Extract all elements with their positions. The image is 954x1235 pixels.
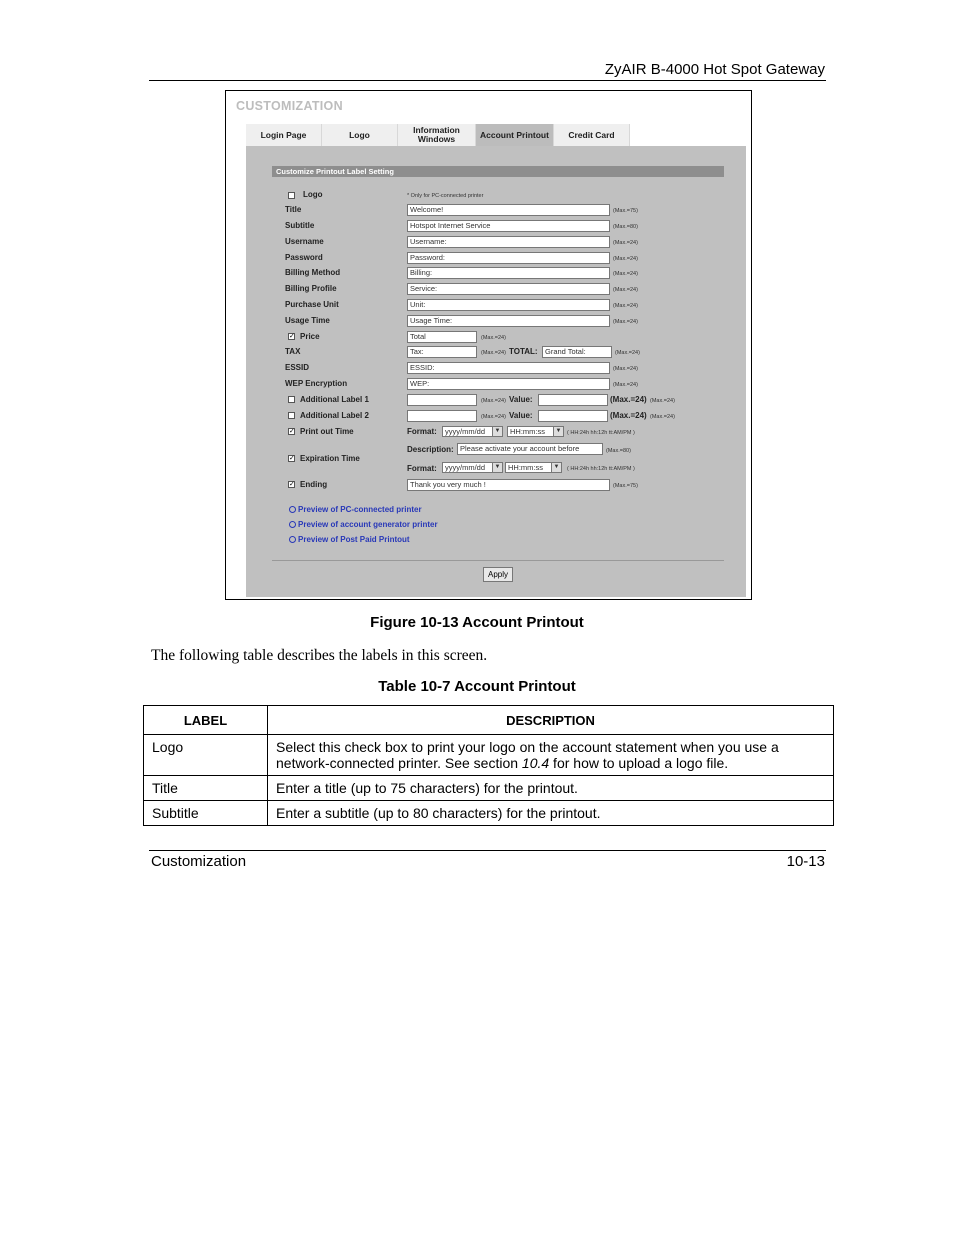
billing-profile-max: (Max.=24)	[613, 287, 638, 293]
expiration-date-select[interactable]	[442, 462, 503, 473]
section-title: Customize Printout Label Setting	[272, 166, 724, 177]
footer-section: Customization	[151, 853, 247, 870]
additional-label-2-checkbox[interactable]	[288, 412, 295, 419]
essid-label: ESSID	[285, 363, 310, 372]
figure-screenshot	[225, 90, 752, 600]
print-out-time-time-select[interactable]	[507, 426, 564, 437]
chevron-down-icon: ▼	[551, 463, 561, 472]
title-label: Title	[285, 205, 302, 214]
billing-method-max: (Max.=24)	[613, 271, 638, 277]
print-out-time-date-value: yyyy/mm/dd	[445, 427, 486, 436]
additional-label-2-input[interactable]	[407, 410, 477, 422]
price-max: (Max.=24)	[481, 335, 506, 341]
expiration-description-label: Description:	[407, 445, 454, 454]
wep-max: (Max.=24)	[613, 382, 638, 388]
billing-profile-label: Billing Profile	[285, 284, 337, 293]
tax-max: (Max.=24)	[481, 350, 506, 356]
table-row	[144, 801, 834, 826]
preview-post-paid-link[interactable]	[289, 535, 410, 544]
header-rule	[149, 80, 826, 81]
price-checkbox[interactable]: ✓	[289, 333, 295, 340]
tax-input[interactable]: Tax:	[407, 346, 477, 358]
table-row	[144, 776, 834, 801]
running-header: ZyAIR B-4000 Hot Spot Gateway	[604, 61, 825, 78]
additional-label-2-label: Additional Label 2	[300, 411, 369, 420]
password-input[interactable]: Password:	[407, 252, 610, 264]
username-input[interactable]: Username:	[407, 236, 610, 248]
expiration-time-label: Expiration Time	[300, 454, 360, 463]
price-label: Price	[300, 332, 320, 341]
table-caption: Table 10-7 Account Printout	[378, 678, 576, 695]
description-table	[143, 705, 834, 826]
additional-label-2-value-max-bold: (Max.=24)	[610, 411, 647, 420]
usage-time-label: Usage Time	[285, 316, 330, 325]
additional-label-2-value-input[interactable]	[538, 410, 608, 422]
additional-label-2-value-label: Value:	[509, 411, 533, 420]
logo-note: * Only for PC-connected printer	[407, 193, 484, 199]
billing-method-label: Billing Method	[285, 268, 341, 277]
additional-label-1-input[interactable]	[407, 394, 477, 406]
magnifier-icon	[289, 521, 296, 528]
purchase-unit-label: Purchase Unit	[285, 300, 339, 309]
username-max: (Max.=24)	[613, 240, 638, 246]
tab-information-windows[interactable]: Information Windows	[398, 124, 476, 146]
expiration-hint: ( HH:24h hh:12h tt:AM/PM )	[567, 466, 635, 472]
logo-label: Logo	[303, 190, 323, 199]
preview-post-paid-text: Preview of Post Paid Printout	[298, 535, 410, 544]
apply-button[interactable]: Apply	[483, 567, 513, 582]
footer-rule	[149, 850, 826, 851]
purchase-unit-max: (Max.=24)	[613, 303, 638, 309]
print-out-time-date-select[interactable]	[442, 426, 503, 437]
subtitle-input[interactable]: Hotspot Internet Service	[407, 220, 610, 232]
chevron-down-icon: ▼	[553, 427, 563, 436]
table-row	[144, 735, 834, 776]
additional-label-1-value-max-bold: (Max.=24)	[610, 395, 647, 404]
additional-label-2-max: (Max.=24)	[481, 414, 506, 420]
preview-account-generator-link[interactable]	[289, 520, 438, 529]
usage-time-max: (Max.=24)	[613, 319, 638, 325]
print-out-time-time-value: HH:mm:ss	[510, 427, 545, 436]
column-header-label: LABEL	[144, 706, 268, 735]
tax-label: TAX	[285, 347, 301, 356]
logo-checkbox[interactable]	[288, 192, 295, 199]
additional-label-1-value-label: Value:	[509, 395, 533, 404]
tab-logo[interactable]: Logo	[322, 124, 398, 146]
tab-credit-card[interactable]: Credit Card	[554, 124, 630, 146]
print-out-time-checkbox[interactable]: ✓	[289, 428, 295, 435]
title-input[interactable]: Welcome!	[407, 204, 610, 216]
row-label: Subtitle	[144, 801, 268, 826]
row-description-text: for how to upload a logo file.	[549, 755, 729, 771]
additional-label-1-value-max: (Max.=24)	[650, 398, 675, 404]
billing-method-input[interactable]: Billing:	[407, 267, 610, 279]
tab-login-page[interactable]: Login Page	[246, 124, 322, 146]
column-header-description: DESCRIPTION	[268, 706, 834, 735]
total-max: (Max.=24)	[615, 350, 640, 356]
row-label: Logo	[144, 735, 268, 776]
expiration-time-select[interactable]	[505, 462, 562, 473]
password-label: Password	[285, 253, 323, 262]
tab-account-printout[interactable]: Account Printout	[476, 124, 554, 146]
chevron-down-icon: ▼	[492, 427, 502, 436]
price-input[interactable]: Total	[407, 331, 477, 343]
purchase-unit-input[interactable]: Unit:	[407, 299, 610, 311]
wep-label: WEP Encryption	[285, 379, 348, 388]
preview-pc-printer-link[interactable]	[289, 505, 422, 514]
expiration-time-value: HH:mm:ss	[508, 463, 543, 472]
additional-label-1-max: (Max.=24)	[481, 398, 506, 404]
additional-label-1-value-input[interactable]	[538, 394, 608, 406]
section-reference: 10.4	[521, 755, 550, 771]
ending-label: Ending	[300, 480, 328, 489]
chevron-down-icon: ▼	[492, 463, 502, 472]
row-description	[268, 735, 834, 776]
username-label: Username	[285, 237, 324, 246]
row-label: Title	[144, 776, 268, 801]
ending-max: (Max.=75)	[613, 483, 638, 489]
expiration-time-checkbox[interactable]: ✓	[289, 455, 295, 462]
usage-time-input[interactable]: Usage Time:	[407, 315, 610, 327]
subtitle-max: (Max.=80)	[613, 224, 638, 230]
figure-caption: Figure 10-13 Account Printout	[370, 614, 584, 631]
body-paragraph: The following table describes the labels in this screen.	[151, 647, 488, 664]
row-description: Enter a title (up to 75 characters) for the printout.	[268, 776, 834, 801]
print-out-time-label: Print out Time	[300, 427, 354, 436]
password-max: (Max.=24)	[613, 256, 638, 262]
settings-panel	[246, 146, 746, 597]
expiration-description-input[interactable]: Please activate your account before	[457, 443, 603, 455]
preview-account-generator-text: Preview of account generator printer	[298, 520, 438, 529]
additional-label-1-checkbox[interactable]	[288, 396, 295, 403]
expiration-description-max: (Max.=80)	[606, 448, 631, 454]
page-number: 10-13	[786, 853, 825, 870]
preview-pc-printer-text: Preview of PC-connected printer	[298, 505, 422, 514]
row-description: Enter a subtitle (up to 80 characters) for the printout.	[268, 801, 834, 826]
essid-input[interactable]: ESSID:	[407, 362, 610, 374]
total-label: TOTAL:	[509, 347, 538, 356]
ending-input[interactable]: Thank you very much !	[407, 479, 610, 491]
expiration-date-value: yyyy/mm/dd	[445, 463, 486, 472]
title-max: (Max.=75)	[613, 208, 638, 214]
additional-label-1-label: Additional Label 1	[300, 395, 369, 404]
row-description-text: Select this check box to print your logo on the account statement when you use a network-connected printer. See section	[276, 739, 779, 771]
essid-max: (Max.=24)	[613, 366, 638, 372]
magnifier-icon	[289, 536, 296, 543]
screen-title: CUSTOMIZATION	[236, 99, 343, 113]
additional-label-2-value-max: (Max.=24)	[650, 414, 675, 420]
print-out-time-format-label: Format:	[407, 427, 437, 436]
expiration-format-label: Format:	[407, 464, 437, 473]
table-header-row	[144, 706, 834, 735]
ending-checkbox[interactable]: ✓	[289, 481, 295, 488]
billing-profile-input[interactable]: Service:	[407, 283, 610, 295]
subtitle-label: Subtitle	[285, 221, 315, 230]
print-out-time-hint: ( HH:24h hh:12h tt:AM/PM )	[567, 430, 635, 436]
divider	[272, 560, 724, 561]
wep-input[interactable]: WEP:	[407, 378, 610, 390]
total-input[interactable]: Grand Total:	[542, 346, 612, 358]
magnifier-icon	[289, 506, 296, 513]
